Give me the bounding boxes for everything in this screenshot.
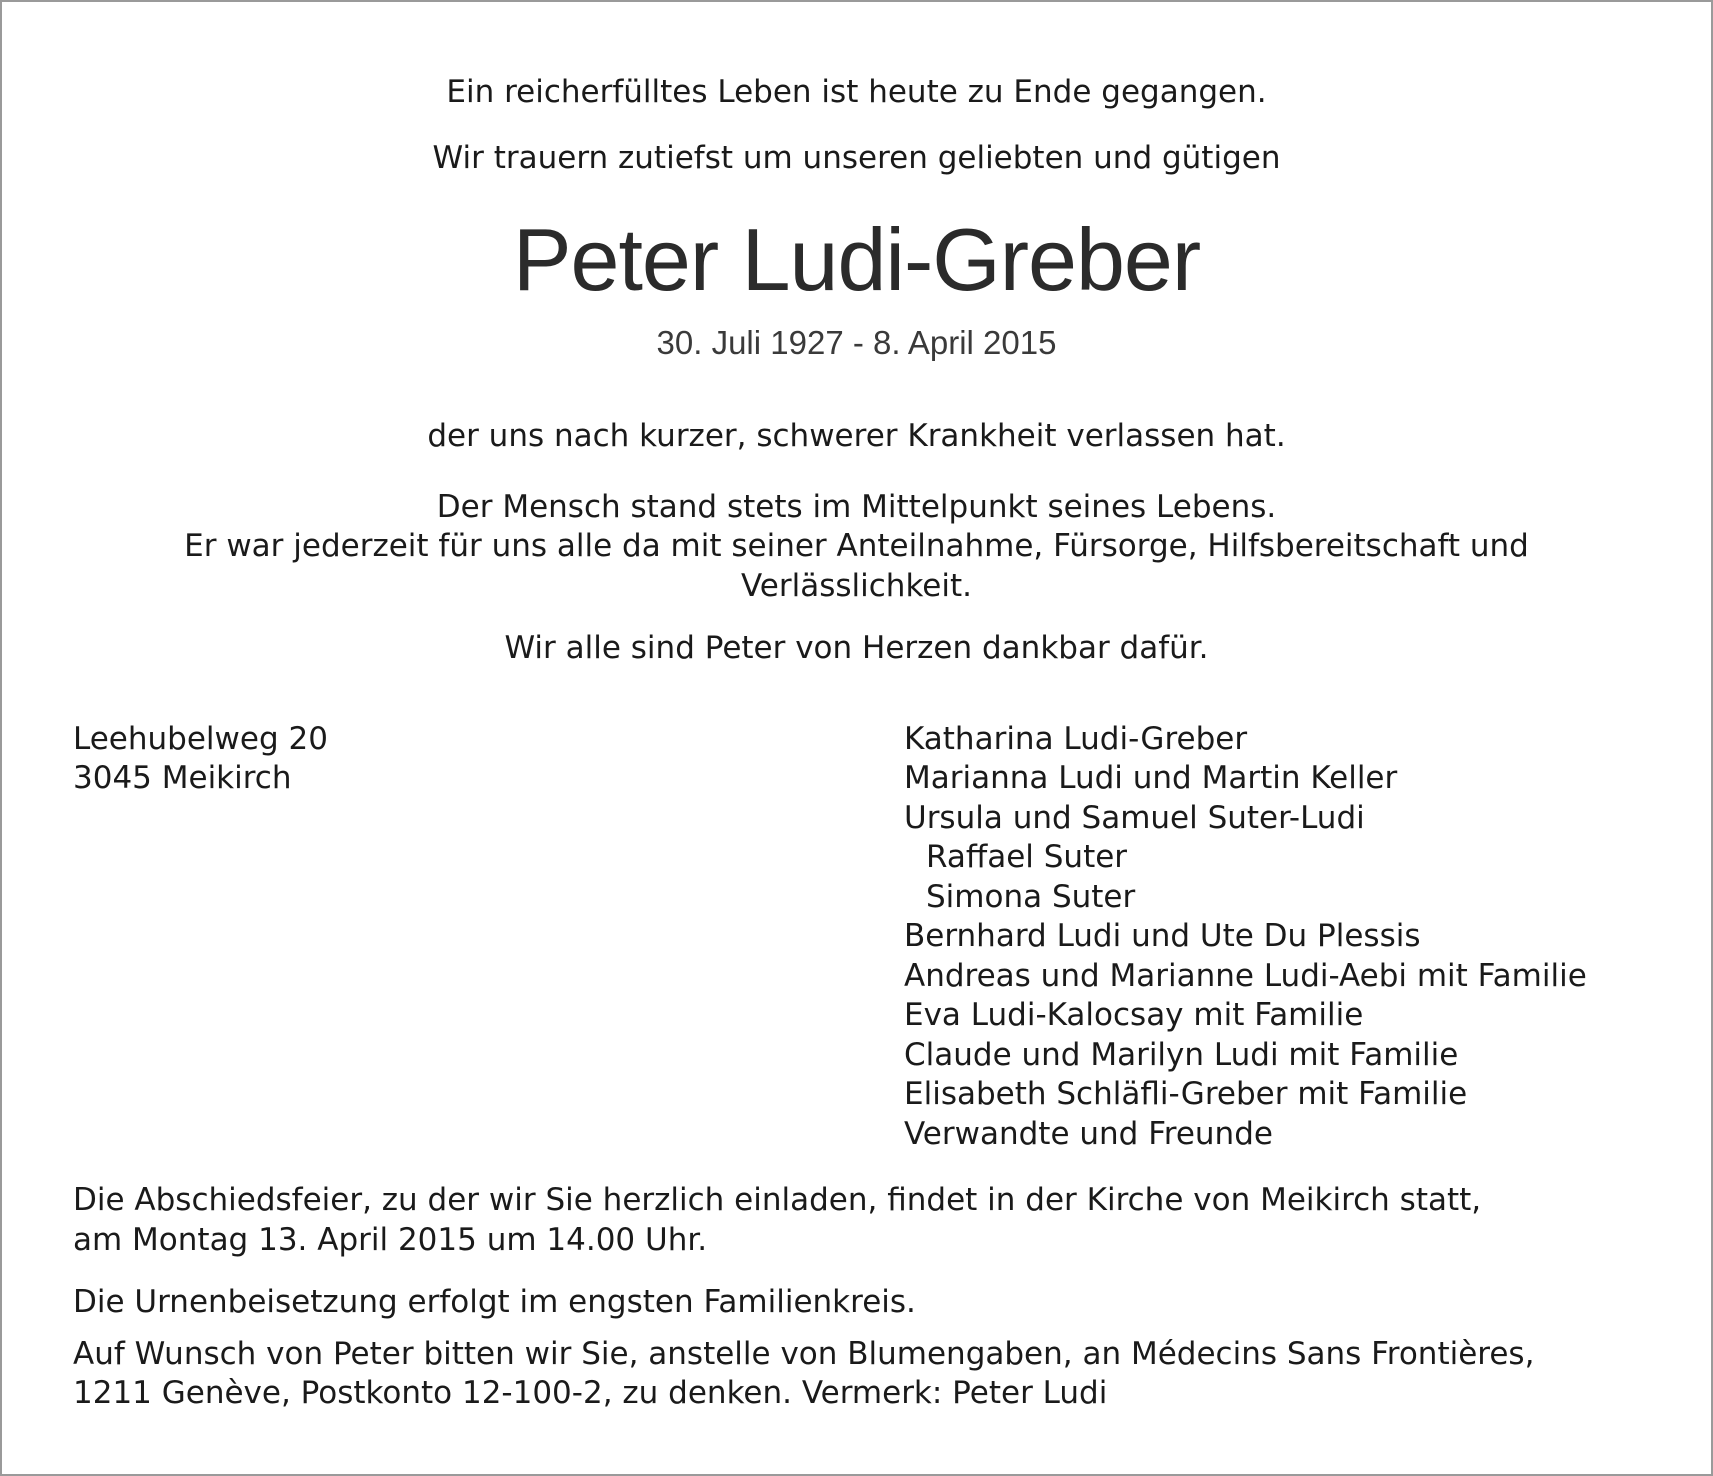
mourner-name: Ursula und Samuel Suter-Ludi	[904, 800, 1365, 836]
mourner-name: Verwandte und Freunde	[904, 1116, 1273, 1152]
donation-line-2: 1211 Genève, Postkonto 12-100-2, zu denken. Vermerk: Peter Ludi	[73, 1375, 1108, 1411]
ceremony-line-1: Die Abschiedsfeier, zu der wir Sie herzlich einladen, findet in der Kirche von Meikirch statt,	[73, 1182, 1482, 1218]
mourner-name: Elisabeth Schläfli-Greber mit Familie	[904, 1076, 1468, 1112]
donation-line-1: Auf Wunsch von Peter bitten wir Sie, anstelle von Blumengaben, an Médecins Sans Frontières,	[73, 1336, 1535, 1372]
address-street: Leehubelweg 20	[73, 721, 328, 757]
mourner-name: Eva Ludi-Kalocsay mit Familie	[904, 997, 1364, 1033]
message-left-us: der uns nach kurzer, schwerer Krankheit verlassen hat.	[427, 418, 1286, 454]
ceremony-line-2: am Montag 13. April 2015 um 14.00 Uhr.	[73, 1222, 708, 1258]
tribute-line-2: Er war jederzeit für uns alle da mit seiner Anteilnahme, Fürsorge, Hilfsbereitschaft und	[184, 528, 1529, 564]
thanks-line: Wir alle sind Peter von Herzen dankbar dafür.	[504, 630, 1209, 666]
life-dates: 30. Juli 1927 - 8. April 2015	[656, 324, 1057, 361]
tribute-line-3: Verlässlichkeit.	[741, 568, 972, 604]
deceased-name: Peter Ludi-Greber	[512, 210, 1201, 309]
burial-line: Die Urnenbeisetzung erfolgt im engsten Familienkreis.	[73, 1284, 916, 1320]
mourner-name: Simona Suter	[926, 879, 1136, 915]
mourner-name: Katharina Ludi-Greber	[904, 721, 1248, 757]
mourner-name: Andreas und Marianne Ludi-Aebi mit Familie	[904, 958, 1587, 994]
intro-line-1: Ein reicherfülltes Leben ist heute zu Ende gegangen.	[446, 74, 1267, 110]
tribute-line-1: Der Mensch stand stets im Mittelpunkt seines Lebens.	[436, 489, 1277, 525]
mourner-name: Claude und Marilyn Ludi mit Familie	[904, 1037, 1459, 1073]
intro-line-2: Wir trauern zutiefst um unseren geliebten und gütigen	[432, 140, 1281, 176]
address-city: 3045 Meikirch	[73, 760, 292, 796]
mourner-name: Bernhard Ludi und Ute Du Plessis	[904, 918, 1421, 954]
mourner-name: Raffael Suter	[926, 839, 1128, 875]
mourner-name: Marianna Ludi und Martin Keller	[904, 760, 1398, 796]
